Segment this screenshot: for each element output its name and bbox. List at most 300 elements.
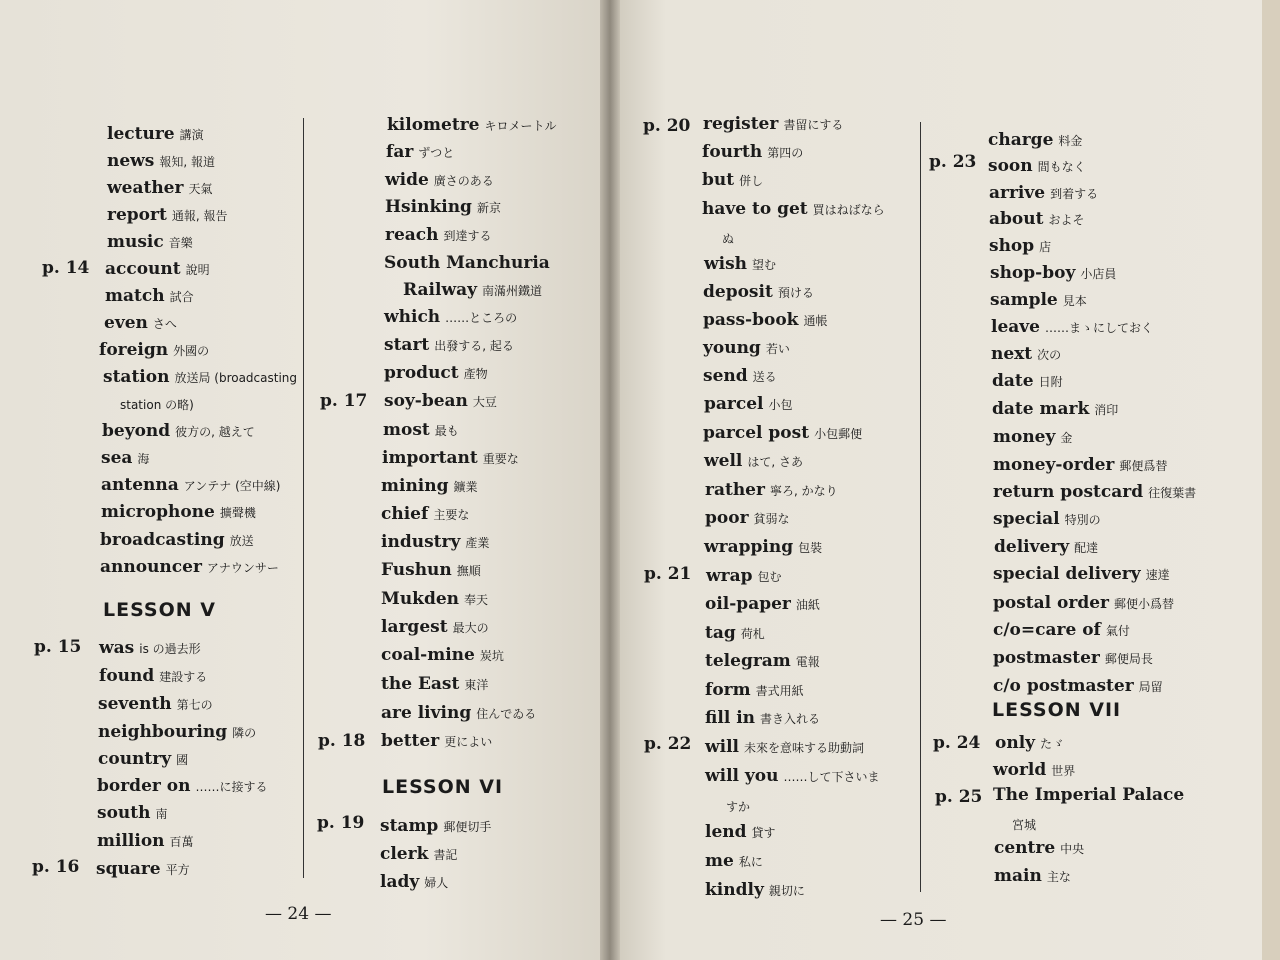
vocab-entry bbox=[105, 286, 194, 306]
japanese-gloss: 產業 bbox=[465, 536, 490, 550]
japanese-gloss: 料金 bbox=[1058, 134, 1083, 148]
english-word: the East bbox=[381, 674, 460, 694]
english-word: kilometre bbox=[387, 115, 480, 135]
english-word: wrap bbox=[706, 566, 753, 586]
vocab-entry bbox=[97, 831, 194, 851]
japanese-gloss: 次の bbox=[1037, 348, 1062, 362]
english-word: Railway bbox=[403, 280, 477, 300]
japanese-gloss: 彼方の, 越えて bbox=[175, 425, 255, 439]
vocab-entry bbox=[704, 254, 776, 274]
page-ref-23: p. 23 bbox=[929, 152, 977, 172]
japanese-gloss: 天氣 bbox=[188, 182, 213, 196]
english-word: account bbox=[105, 259, 181, 279]
english-word: million bbox=[97, 831, 165, 851]
english-word: young bbox=[703, 338, 761, 358]
vocab-entry bbox=[403, 280, 542, 300]
english-word: reach bbox=[385, 225, 439, 245]
japanese-gloss: キロメートル bbox=[484, 119, 557, 133]
japanese-gloss: 包裝 bbox=[798, 541, 823, 555]
japanese-gloss: 中央 bbox=[1060, 842, 1085, 856]
vocab-entry bbox=[992, 399, 1118, 419]
japanese-gloss: 油紙 bbox=[795, 598, 820, 612]
japanese-gloss: is の過去形 bbox=[139, 642, 201, 656]
japanese-gloss: 書記 bbox=[433, 848, 458, 862]
vocab-entry bbox=[994, 866, 1071, 886]
japanese-gloss: 婦人 bbox=[424, 876, 449, 890]
japanese-gloss: 寧ろ, かなり bbox=[769, 484, 838, 498]
english-word: beyond bbox=[102, 421, 171, 441]
vocab-entry bbox=[381, 617, 489, 637]
vocab-entry bbox=[380, 816, 491, 836]
japanese-gloss: 最大の bbox=[452, 621, 489, 635]
english-word: special bbox=[993, 509, 1060, 529]
japanese-gloss: およそ bbox=[1048, 213, 1085, 227]
english-word: well bbox=[704, 451, 743, 471]
vocab-entry bbox=[989, 236, 1051, 256]
vocab-entry bbox=[702, 199, 885, 219]
vocab-entry bbox=[993, 648, 1153, 668]
vocab-entry bbox=[993, 593, 1174, 613]
japanese-gloss: 特別の bbox=[1064, 513, 1101, 527]
page-ref-14: p. 14 bbox=[42, 258, 90, 278]
japanese-gloss: 併し bbox=[739, 174, 764, 188]
english-word: wide bbox=[385, 170, 429, 190]
vocab-entry bbox=[993, 785, 1184, 805]
vocab-entry bbox=[991, 344, 1061, 364]
english-word: form bbox=[705, 680, 751, 700]
japanese-gloss: 報知, 報道 bbox=[159, 155, 216, 169]
english-word: seventh bbox=[98, 694, 172, 714]
page-ref-16: p. 16 bbox=[32, 857, 80, 877]
vocab-entry bbox=[706, 566, 782, 586]
english-word: announcer bbox=[100, 557, 202, 577]
vocab-entry bbox=[381, 560, 481, 580]
english-word: money bbox=[993, 427, 1056, 447]
english-word: better bbox=[381, 731, 440, 751]
japanese-gloss: 大豆 bbox=[472, 395, 497, 409]
vocab-entry bbox=[705, 594, 820, 614]
english-word: antenna bbox=[101, 475, 179, 495]
vocab-entry bbox=[97, 803, 168, 823]
vocab-entry bbox=[989, 209, 1084, 229]
japanese-gloss: 間もなく bbox=[1037, 160, 1086, 174]
english-word: Hsinking bbox=[385, 197, 472, 217]
vocab-entry bbox=[120, 394, 194, 413]
vocab-entry bbox=[993, 455, 1167, 475]
lesson-heading-vi: LESSON VI bbox=[382, 776, 504, 798]
english-word: about bbox=[989, 209, 1044, 229]
japanese-gloss: 重要な bbox=[482, 452, 519, 466]
japanese-gloss: 南滿州鐵道 bbox=[481, 284, 542, 298]
japanese-gloss: 見本 bbox=[1062, 294, 1087, 308]
japanese-gloss: 外國の bbox=[173, 344, 210, 358]
vocab-entry bbox=[993, 509, 1101, 529]
vocab-entry bbox=[105, 259, 210, 279]
english-word: wish bbox=[704, 254, 748, 274]
page-ref-19: p. 19 bbox=[317, 813, 365, 833]
vocab-entry bbox=[703, 338, 790, 358]
vocab-entry bbox=[988, 130, 1082, 150]
japanese-gloss: 放送局 (broadcasting bbox=[174, 371, 298, 385]
english-word: but bbox=[702, 170, 735, 190]
vocab-entry bbox=[386, 142, 454, 162]
vocab-entry bbox=[993, 620, 1130, 640]
vocab-entry bbox=[990, 263, 1116, 283]
japanese-gloss: 貧弱な bbox=[753, 512, 790, 526]
english-word: register bbox=[703, 114, 779, 134]
japanese-gloss: 小包郵便 bbox=[814, 427, 863, 441]
vocab-entry bbox=[107, 151, 215, 171]
page-ref-21: p. 21 bbox=[644, 564, 692, 584]
vocab-entry bbox=[995, 733, 1064, 753]
english-word: me bbox=[705, 851, 734, 871]
vocab-entry bbox=[103, 367, 297, 387]
english-word: sea bbox=[101, 448, 133, 468]
vocab-entry bbox=[100, 530, 254, 550]
vocab-entry bbox=[384, 307, 517, 327]
japanese-gloss: 小店員 bbox=[1080, 267, 1117, 281]
vocab-entry bbox=[380, 844, 457, 864]
vocab-entry bbox=[704, 537, 822, 557]
vocab-entry bbox=[705, 880, 805, 900]
vocab-entry bbox=[99, 666, 207, 686]
japanese-gloss: 局留 bbox=[1138, 680, 1163, 694]
english-word: kindly bbox=[705, 880, 764, 900]
lesson-heading-vii: LESSON VII bbox=[992, 699, 1122, 721]
vocab-entry bbox=[385, 170, 494, 190]
vocab-entry bbox=[702, 142, 803, 162]
english-word: found bbox=[99, 666, 155, 686]
english-word: pass-book bbox=[703, 310, 799, 330]
japanese-gloss: 最も bbox=[434, 424, 459, 438]
english-word: shop bbox=[989, 236, 1035, 256]
japanese-gloss: 世界 bbox=[1051, 764, 1076, 778]
japanese-gloss: 速達 bbox=[1145, 568, 1170, 582]
japanese-gloss: 郵便小爲替 bbox=[1114, 597, 1175, 611]
vocab-entry bbox=[705, 623, 765, 643]
japanese-gloss: 買はねばなら bbox=[812, 203, 885, 217]
vocab-entry bbox=[381, 532, 489, 552]
vocab-entry bbox=[703, 310, 827, 330]
english-word: postal order bbox=[993, 593, 1109, 613]
japanese-gloss: アンテナ (空中線) bbox=[183, 479, 281, 493]
vocab-entry bbox=[102, 421, 255, 441]
vocab-entry bbox=[992, 371, 1063, 391]
vocab-entry bbox=[99, 340, 209, 360]
japanese-gloss: 國 bbox=[176, 753, 189, 767]
english-word: neighbouring bbox=[98, 722, 228, 742]
english-word: parcel post bbox=[703, 423, 810, 443]
english-word: only bbox=[995, 733, 1036, 753]
vocab-entry bbox=[994, 838, 1084, 858]
english-word: industry bbox=[381, 532, 461, 552]
vocab-entry bbox=[384, 363, 488, 383]
vocab-entry bbox=[705, 508, 790, 528]
japanese-gloss: 郵便切手 bbox=[443, 820, 492, 834]
japanese-gloss: 奉天 bbox=[464, 593, 489, 607]
vocab-entry bbox=[703, 282, 814, 302]
japanese-gloss: station の略) bbox=[120, 398, 194, 412]
vocab-entry bbox=[100, 557, 279, 577]
english-word: start bbox=[384, 335, 430, 355]
english-word: rather bbox=[705, 480, 765, 500]
english-word: send bbox=[703, 366, 748, 386]
english-word: wrapping bbox=[704, 537, 794, 557]
vocab-entry bbox=[705, 480, 838, 500]
japanese-gloss: 鑛業 bbox=[453, 480, 478, 494]
english-word: south bbox=[97, 803, 151, 823]
japanese-gloss: 講演 bbox=[179, 128, 204, 142]
page-ref-22: p. 22 bbox=[644, 734, 692, 754]
japanese-gloss: 郵便局長 bbox=[1104, 652, 1153, 666]
japanese-gloss: 通帳 bbox=[803, 314, 828, 328]
english-word: will bbox=[705, 737, 740, 757]
vocab-entry bbox=[101, 502, 256, 522]
english-word: soon bbox=[988, 156, 1033, 176]
vocab-entry bbox=[382, 448, 519, 468]
lesson-heading-v: LESSON V bbox=[103, 599, 216, 621]
japanese-gloss: ぬ bbox=[722, 232, 735, 246]
english-word: mining bbox=[381, 476, 449, 496]
japanese-gloss: 第七の bbox=[176, 698, 213, 712]
english-word: square bbox=[96, 859, 161, 879]
page-ref-25: p. 25 bbox=[935, 787, 983, 807]
vocab-entry bbox=[384, 335, 514, 355]
japanese-gloss: 送る bbox=[752, 370, 777, 384]
vocab-entry bbox=[101, 448, 149, 468]
page-ref-24: p. 24 bbox=[933, 733, 981, 753]
japanese-gloss: 音樂 bbox=[168, 236, 193, 250]
vocab-entry bbox=[384, 391, 497, 411]
vocab-entry bbox=[705, 708, 820, 728]
page-number-right: — 25 — bbox=[880, 910, 947, 930]
column-divider-left bbox=[303, 118, 304, 878]
japanese-gloss: 建設する bbox=[159, 670, 208, 684]
japanese-gloss: ……して下さいま bbox=[783, 770, 880, 784]
english-word: world bbox=[993, 760, 1047, 780]
vocab-entry bbox=[384, 253, 550, 273]
japanese-gloss: 未來を意味する助動詞 bbox=[744, 741, 865, 755]
japanese-gloss: 宮城 bbox=[1012, 818, 1037, 832]
english-word: money-order bbox=[993, 455, 1115, 475]
vocab-entry bbox=[726, 796, 750, 815]
english-word: station bbox=[103, 367, 170, 387]
japanese-gloss: 消印 bbox=[1094, 403, 1119, 417]
vocab-entry bbox=[990, 290, 1087, 310]
english-word: far bbox=[386, 142, 414, 162]
english-word: delivery bbox=[994, 537, 1070, 557]
english-word: South Manchuria bbox=[384, 253, 550, 273]
page-number-left: — 24 — bbox=[265, 904, 332, 924]
english-word: broadcasting bbox=[100, 530, 225, 550]
japanese-gloss: アナウンサー bbox=[206, 561, 279, 575]
english-word: important bbox=[382, 448, 478, 468]
english-word: match bbox=[105, 286, 165, 306]
english-word: product bbox=[384, 363, 459, 383]
english-word: coal-mine bbox=[381, 645, 475, 665]
vocab-entry bbox=[994, 537, 1098, 557]
english-word: date bbox=[992, 371, 1034, 391]
english-word: microphone bbox=[101, 502, 215, 522]
vocab-entry bbox=[104, 313, 177, 333]
vocab-entry bbox=[381, 589, 488, 609]
japanese-gloss: 出發する, 起る bbox=[434, 339, 514, 353]
english-word: leave bbox=[991, 317, 1040, 337]
english-word: fourth bbox=[702, 142, 763, 162]
english-word: fill in bbox=[705, 708, 756, 728]
vocab-entry bbox=[704, 394, 793, 414]
vocab-entry bbox=[993, 427, 1072, 447]
english-word: even bbox=[104, 313, 148, 333]
vocab-entry bbox=[380, 872, 448, 892]
vocab-entry bbox=[385, 197, 501, 217]
vocab-entry bbox=[97, 776, 267, 796]
vocab-entry bbox=[381, 645, 504, 665]
japanese-gloss: ……に接する bbox=[195, 780, 268, 794]
vocab-entry bbox=[107, 232, 193, 252]
english-word: border on bbox=[97, 776, 191, 796]
column-divider-right bbox=[920, 122, 921, 892]
vocab-entry bbox=[98, 749, 188, 769]
vocab-entry bbox=[98, 694, 213, 714]
english-word: charge bbox=[988, 130, 1054, 150]
vocab-entry bbox=[988, 156, 1086, 176]
vocab-entry bbox=[702, 170, 763, 190]
vocab-entry bbox=[101, 475, 280, 495]
japanese-gloss: 配達 bbox=[1074, 541, 1099, 555]
english-word: return postcard bbox=[993, 482, 1144, 502]
japanese-gloss: 更によい bbox=[444, 735, 493, 749]
english-word: The Imperial Palace bbox=[993, 785, 1185, 805]
japanese-gloss: 荷札 bbox=[740, 627, 765, 641]
japanese-gloss: 第四の bbox=[767, 146, 804, 160]
japanese-gloss: 私に bbox=[738, 855, 763, 869]
japanese-gloss: 預ける bbox=[777, 286, 814, 300]
japanese-gloss: 新京 bbox=[476, 201, 501, 215]
japanese-gloss: 隣の bbox=[232, 726, 257, 740]
japanese-gloss: 產物 bbox=[463, 367, 488, 381]
japanese-gloss: 往復葉書 bbox=[1148, 486, 1197, 500]
vocab-entry bbox=[705, 737, 864, 757]
book-gutter bbox=[600, 0, 620, 960]
japanese-gloss: 若い bbox=[765, 342, 790, 356]
japanese-gloss: 氣付 bbox=[1105, 624, 1130, 638]
japanese-gloss: 放送 bbox=[229, 534, 254, 548]
japanese-gloss: 南 bbox=[155, 807, 168, 821]
english-word: music bbox=[107, 232, 164, 252]
vocab-entry bbox=[993, 482, 1196, 502]
vocab-entry bbox=[99, 638, 201, 658]
vocab-entry bbox=[383, 420, 459, 440]
english-word: oil-paper bbox=[705, 594, 791, 614]
japanese-gloss: 主な bbox=[1046, 870, 1071, 884]
japanese-gloss: ……まゝにしておく bbox=[1044, 321, 1153, 335]
japanese-gloss: 店 bbox=[1039, 240, 1052, 254]
vocab-entry bbox=[381, 476, 478, 496]
vocab-entry bbox=[381, 504, 469, 524]
vocab-entry bbox=[381, 674, 488, 694]
english-word: chief bbox=[381, 504, 429, 524]
japanese-gloss: 到着する bbox=[1050, 187, 1099, 201]
japanese-gloss: 望む bbox=[752, 258, 777, 272]
vocab-entry bbox=[705, 851, 763, 871]
page-ref-15: p. 15 bbox=[34, 637, 82, 657]
japanese-gloss: 撫順 bbox=[456, 564, 481, 578]
vocab-entry bbox=[993, 760, 1075, 780]
english-word: shop-boy bbox=[990, 263, 1076, 283]
english-word: c/o postmaster bbox=[993, 676, 1134, 696]
english-word: soy-bean bbox=[384, 391, 468, 411]
english-word: largest bbox=[381, 617, 448, 637]
japanese-gloss: 試合 bbox=[169, 290, 194, 304]
vocab-entry bbox=[703, 114, 843, 134]
page-ref-20: p. 20 bbox=[643, 116, 691, 136]
english-word: weather bbox=[107, 178, 184, 198]
japanese-gloss: 百萬 bbox=[169, 835, 194, 849]
english-word: postmaster bbox=[993, 648, 1100, 668]
english-word: which bbox=[384, 307, 441, 327]
english-word: country bbox=[98, 749, 172, 769]
english-word: telegram bbox=[705, 651, 791, 671]
japanese-gloss: 郵便爲替 bbox=[1119, 459, 1168, 473]
english-word: foreign bbox=[99, 340, 169, 360]
japanese-gloss: 東洋 bbox=[464, 678, 489, 692]
japanese-gloss: 到達する bbox=[443, 229, 492, 243]
english-word: are living bbox=[381, 703, 472, 723]
vocab-entry bbox=[705, 680, 804, 700]
page-edge bbox=[1262, 0, 1280, 960]
japanese-gloss: 通報, 報告 bbox=[171, 209, 228, 223]
japanese-gloss: 廣さのある bbox=[433, 174, 494, 188]
japanese-gloss: 說明 bbox=[185, 263, 210, 277]
japanese-gloss: すか bbox=[726, 800, 751, 814]
vocab-entry bbox=[704, 451, 803, 471]
vocab-entry bbox=[381, 703, 536, 723]
japanese-gloss: 貸す bbox=[751, 826, 776, 840]
vocab-entry bbox=[991, 317, 1153, 337]
english-word: lady bbox=[380, 872, 420, 892]
japanese-gloss: 住んでゐる bbox=[476, 707, 537, 721]
vocab-entry bbox=[703, 423, 862, 443]
english-word: poor bbox=[705, 508, 749, 528]
japanese-gloss: 親切に bbox=[768, 884, 805, 898]
vocab-entry bbox=[387, 115, 556, 135]
japanese-gloss: 日附 bbox=[1038, 375, 1063, 389]
english-word: most bbox=[383, 420, 430, 440]
japanese-gloss: はて, さあ bbox=[747, 455, 804, 469]
japanese-gloss: 炭坑 bbox=[479, 649, 504, 663]
english-word: stamp bbox=[380, 816, 439, 836]
japanese-gloss: 海 bbox=[137, 452, 150, 466]
page-ref-17: p. 17 bbox=[320, 391, 368, 411]
japanese-gloss: 包む bbox=[757, 570, 782, 584]
vocab-entry bbox=[703, 366, 777, 386]
vocab-entry bbox=[1012, 814, 1036, 833]
english-word: deposit bbox=[703, 282, 773, 302]
english-word: centre bbox=[994, 838, 1056, 858]
english-word: was bbox=[99, 638, 135, 658]
english-word: date mark bbox=[992, 399, 1090, 419]
vocab-entry bbox=[107, 205, 227, 225]
japanese-gloss: 金 bbox=[1060, 431, 1073, 445]
vocab-entry bbox=[107, 178, 212, 198]
japanese-gloss: 書留にする bbox=[783, 118, 844, 132]
japanese-gloss: ……ところの bbox=[445, 311, 518, 325]
japanese-gloss: 平方 bbox=[165, 863, 190, 877]
vocab-entry bbox=[705, 822, 776, 842]
english-word: special delivery bbox=[993, 564, 1141, 584]
english-word: Mukden bbox=[381, 589, 460, 609]
